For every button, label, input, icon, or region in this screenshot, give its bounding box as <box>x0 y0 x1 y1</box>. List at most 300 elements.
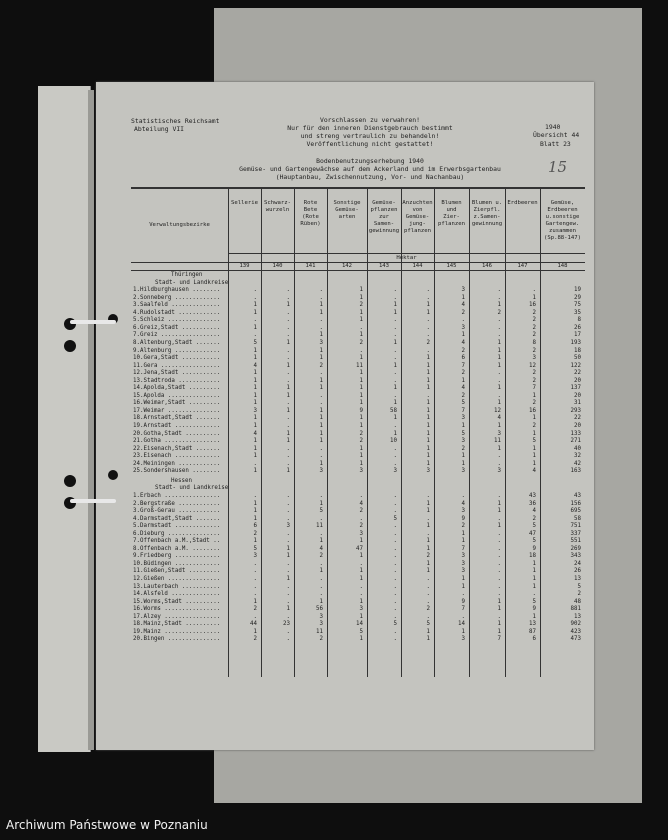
cell-value: 22 <box>574 415 581 422</box>
cell-value: 1 <box>253 500 257 507</box>
cell-value: . <box>497 453 501 460</box>
cell-value: 1 <box>359 568 363 575</box>
cell-value: 3 <box>319 339 323 346</box>
cell-value: 47 <box>356 545 363 552</box>
cell-value: 1 <box>319 377 323 384</box>
cell-value: 6 <box>461 355 465 362</box>
cell-value: . <box>359 583 363 590</box>
table-row <box>131 468 585 475</box>
cell-value: 1 <box>461 332 465 339</box>
column-number: 148 <box>557 263 568 269</box>
overview-number: Übersicht 44 <box>533 131 580 139</box>
cell-value: 2 <box>426 606 430 613</box>
cell-value: . <box>393 377 397 384</box>
cell-value: . <box>319 576 323 582</box>
cell-value: . <box>319 492 323 499</box>
district-name: 1.Hildburghausen ........ <box>133 287 221 294</box>
cell-value: 11 <box>494 438 501 445</box>
cell-value: 5 <box>393 621 397 628</box>
cell-value: 43 <box>574 492 581 499</box>
district-name: 25.Sondershausen ........ <box>133 468 221 475</box>
cell-value: 2 <box>532 400 536 407</box>
cell-value: . <box>319 583 323 590</box>
cell-value: 3 <box>461 560 465 567</box>
cell-value: . <box>286 492 290 499</box>
cell-value: 2 <box>359 339 363 346</box>
district-name: 18.Mainz,Stadt .......... <box>133 621 221 628</box>
cell-value: 3 <box>461 324 465 331</box>
district-name: 9.Altenburg ............. <box>133 347 221 354</box>
cell-value: . <box>319 324 323 331</box>
cell-value: 1 <box>426 423 430 429</box>
pencil-note: 15 <box>548 158 568 176</box>
cell-value: . <box>426 591 430 598</box>
cell-value: 1 <box>497 598 501 605</box>
table-subtitle: Gemüse- und Gartengewächse auf dem Ackerland und im Erwerbsgartenbau <box>239 165 501 173</box>
cell-value: . <box>393 347 397 354</box>
cell-value: . <box>426 324 430 331</box>
cell-value: 1 <box>497 302 501 309</box>
cell-value: 1 <box>253 309 257 316</box>
cell-value: 2 <box>359 302 363 309</box>
table-row <box>131 606 585 613</box>
cell-value: 1 <box>532 613 536 620</box>
cell-value: 7 <box>461 606 465 613</box>
table-row <box>131 355 585 362</box>
cell-value: . <box>497 377 501 384</box>
cell-value: 1 <box>532 453 536 460</box>
cell-value: . <box>253 560 257 567</box>
cell-value: 1 <box>319 568 323 575</box>
cell-value: . <box>426 317 430 324</box>
cell-value: 5 <box>577 583 581 590</box>
cell-value: . <box>319 445 323 452</box>
cell-value: 2 <box>497 309 501 316</box>
cell-value: . <box>253 591 257 598</box>
cell-value: . <box>426 294 430 301</box>
cell-value: 1 <box>461 576 465 582</box>
cell-value: 1 <box>359 287 363 294</box>
district-name: 16.Worms ................ <box>133 606 221 613</box>
cell-value: . <box>319 392 323 399</box>
cell-value: 12 <box>529 362 536 369</box>
cell-value: 5 <box>253 339 257 346</box>
district-name: 9.Friedberg ............. <box>133 553 221 560</box>
cell-value: 5 <box>532 523 536 530</box>
column-number: 143 <box>378 263 390 269</box>
cell-value: . <box>461 317 465 324</box>
cell-value: 18 <box>574 347 581 354</box>
cell-value: . <box>393 423 397 429</box>
district-name: 8.Altenburg,Stadt ....... <box>133 339 221 346</box>
cell-value: 337 <box>570 530 581 537</box>
cell-value: 1 <box>319 423 323 429</box>
cell-value: . <box>393 355 397 362</box>
confidential-line-1: Vorschlassen zu verwahren! <box>319 116 421 124</box>
column-number: 141 <box>305 263 316 269</box>
cell-value: . <box>393 553 397 560</box>
cell-value: 1 <box>532 560 536 567</box>
cell-value: . <box>497 392 501 399</box>
cell-value: 3 <box>319 468 323 475</box>
district-name: 6.Dieburg ............... <box>133 530 221 537</box>
cell-value: 1 <box>253 302 257 309</box>
cell-value: . <box>497 324 501 331</box>
cell-value: 2 <box>461 370 465 377</box>
cell-value: 2 <box>532 370 536 377</box>
cell-value: . <box>393 606 397 613</box>
cell-value: 5 <box>461 400 465 407</box>
cell-value: 1 <box>359 309 363 316</box>
cell-value: 156 <box>570 500 581 507</box>
cell-value: . <box>253 287 257 294</box>
table-row <box>131 302 585 309</box>
table-row <box>131 591 585 598</box>
cell-value: 7 <box>497 636 501 643</box>
cell-value: 473 <box>570 636 581 643</box>
cell-value: 24 <box>574 560 581 567</box>
cell-value: 1 <box>253 515 257 522</box>
cell-value: . <box>286 309 290 316</box>
cell-value: 1 <box>532 430 536 437</box>
cell-value: 13 <box>574 576 581 582</box>
column-number: 139 <box>239 263 250 269</box>
district-name: 4.Rudolstadt ............ <box>133 309 221 316</box>
cell-value: 1 <box>253 392 257 399</box>
cell-value: 1 <box>359 317 363 324</box>
cell-value: 1 <box>359 385 363 392</box>
table-row <box>131 546 585 553</box>
cell-value: . <box>286 415 290 422</box>
cell-value: 1 <box>286 468 290 475</box>
cell-value: 1 <box>426 453 430 460</box>
archive-caption-bar <box>0 808 668 840</box>
cell-value: 1 <box>497 606 501 613</box>
cell-value: 1 <box>426 355 430 362</box>
cell-value: 3 <box>461 553 465 560</box>
cell-value: . <box>359 492 363 499</box>
cell-value: 1 <box>253 445 257 452</box>
cell-value: 1 <box>286 430 290 437</box>
cell-value: 1 <box>359 294 363 301</box>
cell-value: . <box>253 576 257 582</box>
cell-value: 3 <box>461 468 465 475</box>
district-name: 13.Lauterbach ........... <box>133 583 221 590</box>
cell-value: . <box>253 294 257 301</box>
column-header-c148: Gemüse, Erdbeeren u.sonstige Gartengew. zusammen (Sp.88-147) <box>543 200 582 241</box>
cell-value: 56 <box>316 606 323 613</box>
cell-value: . <box>426 392 430 399</box>
cell-value: 1 <box>426 415 430 422</box>
district-name: 19.Mainz ................ <box>133 628 221 635</box>
cell-value: 26 <box>574 568 581 575</box>
cell-value: . <box>426 515 430 522</box>
cell-value: 1 <box>497 355 501 362</box>
cell-value: 1 <box>461 423 465 429</box>
cell-value: . <box>393 294 397 301</box>
cell-value: . <box>393 324 397 331</box>
cell-value: 1 <box>461 538 465 545</box>
cell-value: 3 <box>253 407 257 414</box>
cell-value: . <box>286 294 290 301</box>
cell-value: 1 <box>286 407 290 414</box>
cell-value: 47 <box>529 530 536 537</box>
binder-ring <box>70 499 116 503</box>
district-name: 20.Bingen ............... <box>133 636 221 643</box>
cell-value: . <box>497 613 501 620</box>
cell-value: . <box>286 453 290 460</box>
cell-value: 36 <box>529 500 536 507</box>
cell-value: 1 <box>426 545 430 552</box>
cell-value: 1 <box>319 309 323 316</box>
cell-value: 1 <box>497 423 501 429</box>
district-name: 14.Apolda,Stadt ......... <box>133 385 221 392</box>
table-row <box>131 325 585 332</box>
cell-value: 8 <box>532 339 536 346</box>
cell-value: . <box>426 583 430 590</box>
cell-value: 14 <box>458 621 465 628</box>
cell-value: 1 <box>319 407 323 414</box>
cell-value: 163 <box>570 468 581 475</box>
cell-value: . <box>393 317 397 324</box>
cell-value: . <box>426 576 430 582</box>
table-title: Bodenbenutzungserhebung 1940 <box>316 157 424 165</box>
year: 1940 <box>545 123 561 131</box>
column-header-district: Verwaltungsbezirke <box>149 222 210 228</box>
cell-value: 881 <box>570 606 581 613</box>
cell-value: . <box>393 392 397 399</box>
table-row <box>131 423 585 430</box>
table-row <box>131 385 585 392</box>
cell-value: . <box>497 530 501 537</box>
cell-value: . <box>393 613 397 620</box>
column-header-c144: Anzuchten von Gemüse- jung- pflanzen <box>402 200 433 234</box>
cell-value: . <box>319 591 323 598</box>
cell-value: 58 <box>390 407 397 414</box>
district-name: 19.Arnstadt ............. <box>133 423 221 429</box>
archive-caption: Archiwum Państwowe w Poznaniu <box>6 818 208 832</box>
cell-value: 1 <box>497 523 501 530</box>
binding-fold <box>88 90 94 750</box>
office-name: Statistisches Reichsamt <box>131 117 220 125</box>
district-name: 17.Weimar ............... <box>133 407 221 414</box>
cell-value: . <box>286 332 290 339</box>
cell-value: 1 <box>497 621 501 628</box>
cell-value: 5 <box>359 628 363 635</box>
cell-value: 2 <box>461 309 465 316</box>
cell-value: 1 <box>426 302 430 309</box>
table-row <box>131 310 585 317</box>
cell-value: 4 <box>532 508 536 515</box>
cell-value: . <box>497 370 501 377</box>
cell-value: 20 <box>574 423 581 429</box>
table-row <box>131 431 585 438</box>
column-number: 142 <box>341 263 353 269</box>
cell-value: . <box>426 613 430 620</box>
cell-value: . <box>286 370 290 377</box>
cell-value: 9 <box>532 545 536 552</box>
district-name: 2.Bergstraße ............ <box>133 500 221 507</box>
cell-value: 3 <box>461 508 465 515</box>
cell-value: 1 <box>393 430 397 437</box>
cell-value: 1 <box>393 385 397 392</box>
cell-value: . <box>393 545 397 552</box>
cell-value: . <box>497 576 501 582</box>
cell-value: 1 <box>359 553 363 560</box>
table-row <box>131 400 585 407</box>
cell-value: 3 <box>359 606 363 613</box>
cell-value: 1 <box>461 460 465 467</box>
cell-value: 902 <box>570 621 581 628</box>
cell-value: . <box>286 598 290 605</box>
cell-value: 751 <box>570 523 581 530</box>
cell-value: . <box>426 492 430 499</box>
cell-value: 137 <box>570 385 581 392</box>
cell-value: 4 <box>319 545 323 552</box>
cell-value: 4 <box>461 339 465 346</box>
cell-value: 1 <box>286 545 290 552</box>
district-name: 1.Erbach ................ <box>133 492 221 499</box>
cell-value: . <box>286 355 290 362</box>
cell-value: 1 <box>319 347 323 354</box>
cell-value: 271 <box>570 438 581 445</box>
cell-value: 695 <box>570 508 581 515</box>
district-name: 3.Groß-Gerau ............ <box>133 508 221 515</box>
cell-value: 1 <box>393 339 397 346</box>
district-name: 15.Worms,Stadt .......... <box>133 598 221 605</box>
cell-value: 3 <box>532 355 536 362</box>
cell-value: 1 <box>359 445 363 452</box>
table-row <box>131 561 585 568</box>
column-header-c143: Gemüse- pflanzen zur Samen- gewinnung <box>368 200 400 234</box>
cell-value: . <box>286 613 290 620</box>
cell-value: 1 <box>426 628 430 635</box>
cell-value: 1 <box>497 385 501 392</box>
cell-value: 1 <box>286 438 290 445</box>
cell-value: 7 <box>461 545 465 552</box>
cell-value: 5 <box>426 621 430 628</box>
cell-value: 1 <box>359 636 363 643</box>
table-row <box>131 584 585 591</box>
cell-value: 1 <box>532 392 536 399</box>
column-header-c146: Blumen u. Zierpfl. z.Samen- gewinnung <box>471 200 503 227</box>
cell-value: . <box>286 628 290 635</box>
cell-value: 22 <box>574 370 581 377</box>
cell-value: 133 <box>570 430 581 437</box>
cell-value: . <box>319 560 323 567</box>
section-subtitle-text: Stadt- und Landkreise <box>155 485 229 492</box>
cell-value: . <box>497 560 501 567</box>
cell-value: . <box>286 538 290 545</box>
cell-value: 1 <box>532 294 536 301</box>
cell-value: 2 <box>319 362 323 369</box>
district-name: 12.Jena,Stadt ........... <box>133 370 221 377</box>
cell-value: . <box>319 370 323 377</box>
confidential-line-4: Veröffentlichung nicht gestattet! <box>306 140 434 148</box>
column-header-c139: Sellerie <box>231 200 258 206</box>
cell-value: 3 <box>319 621 323 628</box>
cell-value: 122 <box>570 362 581 369</box>
cell-value: . <box>497 568 501 575</box>
cell-value: 32 <box>574 453 581 460</box>
cell-value: . <box>497 583 501 590</box>
cell-value: 1 <box>253 628 257 635</box>
cell-value: 2 <box>359 523 363 530</box>
cell-value: 4 <box>461 500 465 507</box>
cell-value: 1 <box>497 500 501 507</box>
district-name: 7.Offenbach a.M.,Stadt .. <box>133 538 221 545</box>
cell-value: . <box>461 613 465 620</box>
cell-value: 1 <box>253 377 257 384</box>
cell-value: 2 <box>532 324 536 331</box>
cell-value: 1 <box>497 362 501 369</box>
column-header-c142: Sonstige Gemüse- arten <box>333 200 361 220</box>
cell-value: 1 <box>532 583 536 590</box>
table-row <box>131 332 585 339</box>
section-title-text: Thüringen <box>171 272 203 278</box>
cell-value: 1 <box>497 347 501 354</box>
table-row <box>131 568 585 575</box>
cell-value: . <box>393 598 397 605</box>
cell-value: . <box>286 583 290 590</box>
cell-value: 2 <box>532 515 536 522</box>
table-row <box>131 348 585 355</box>
section-subtitle <box>131 280 585 287</box>
cell-value: 1 <box>319 355 323 362</box>
cell-value: 1 <box>319 438 323 445</box>
cell-value: 5 <box>319 508 323 515</box>
cell-value: 1 <box>532 568 536 575</box>
cell-value: 2 <box>532 423 536 429</box>
cell-value: 1 <box>393 309 397 316</box>
cell-value: 48 <box>574 598 581 605</box>
cell-value: . <box>319 294 323 301</box>
cell-value: 1 <box>426 407 430 414</box>
cell-value: 1 <box>426 538 430 545</box>
cell-value: 1 <box>497 339 501 346</box>
cell-value: 1 <box>253 355 257 362</box>
cell-value: . <box>253 317 257 324</box>
cell-value: 423 <box>570 628 581 635</box>
cell-value: 43 <box>529 492 536 499</box>
table-row <box>131 516 585 523</box>
cell-value: 4 <box>461 302 465 309</box>
cell-value: 3 <box>461 415 465 422</box>
cell-value: 4 <box>532 468 536 475</box>
district-name: 5.Darmstadt ............. <box>133 523 221 530</box>
cell-value: 1 <box>253 423 257 429</box>
cell-value: 343 <box>570 553 581 560</box>
table-row <box>131 629 585 636</box>
cell-value: . <box>497 332 501 339</box>
cell-value: 1 <box>319 415 323 422</box>
cell-value: 44 <box>250 621 257 628</box>
table-row <box>131 508 585 515</box>
cell-value: . <box>253 568 257 575</box>
cell-value: . <box>393 332 397 339</box>
column-number: 147 <box>517 263 528 269</box>
cell-value: 12 <box>494 407 501 414</box>
cell-value: . <box>286 347 290 354</box>
cell-value: 3 <box>461 287 465 294</box>
cell-value: . <box>253 492 257 499</box>
cell-value: 1 <box>426 385 430 392</box>
cell-value: 1 <box>253 438 257 445</box>
table-row <box>131 531 585 538</box>
cell-value: 1 <box>393 415 397 422</box>
cell-value: 1 <box>359 453 363 460</box>
cell-value: . <box>253 460 257 467</box>
